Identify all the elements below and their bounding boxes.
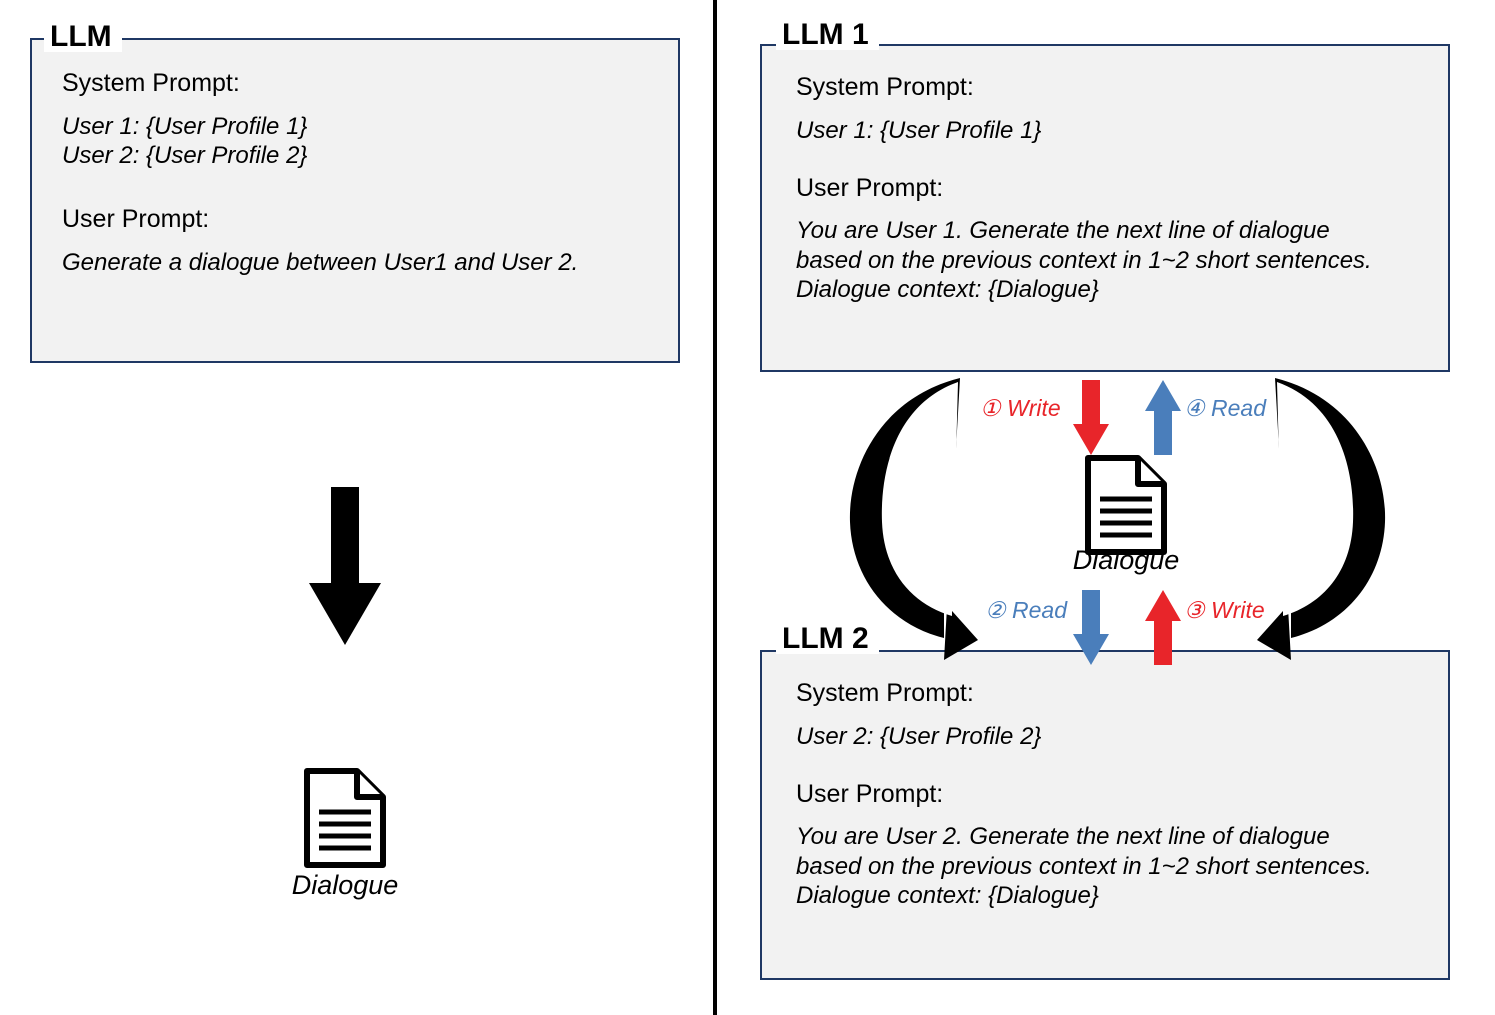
document-caption-cycle: Dialogue	[1072, 545, 1180, 575]
llm2-box-title: LLM 2	[776, 624, 879, 654]
llm-system-prompt-line-2: User 2: {User Profile 2}	[62, 141, 308, 169]
step-2-label: ② Read	[985, 597, 1067, 623]
llm-box-title: LLM	[44, 22, 122, 52]
llm2-user-prompt-line-2: based on the previous context in 1~2 short sentences.	[796, 852, 1372, 880]
llm1-user-prompt-label: User Prompt:	[796, 173, 944, 202]
down-arrow-icon	[305, 487, 385, 647]
step-1-label: ① Write	[980, 395, 1061, 421]
llm1-user-prompt-line-3: Dialogue context: {Dialogue}	[796, 275, 1099, 303]
step-4-label: ④ Read	[1184, 395, 1266, 421]
llm2-user-prompt-line-1: You are User 2. Generate the next line of dialogue	[796, 823, 1330, 851]
llm1-system-prompt-label: System Prompt:	[796, 73, 974, 101]
llm-system-prompt-line-1: User 1: {User Profile 1}	[62, 112, 308, 140]
llm1-user-prompt-line-2: based on the previous context in 1~2 short sentences.	[796, 246, 1372, 274]
llm2-system-prompt-line-1: User 2: {User Profile 2}	[796, 722, 1042, 750]
llm-user-prompt-line-1: Generate a dialogue between User1 and User 2.	[62, 248, 579, 276]
curved-arrow-right-icon	[1245, 372, 1395, 660]
down-arrow-red-write-icon	[1072, 380, 1110, 456]
curved-arrow-left-icon	[840, 372, 980, 660]
llm1-box-title: LLM 1	[776, 20, 879, 50]
llm-user-prompt-label: User Prompt:	[62, 205, 210, 234]
llm2-system-prompt-label: System Prompt:	[796, 679, 974, 707]
llm2-user-prompt-line-3: Dialogue context: {Dialogue}	[796, 881, 1099, 909]
panel-divider	[713, 0, 717, 1015]
up-arrow-red-write-icon	[1144, 590, 1182, 666]
document-icon	[303, 768, 387, 868]
llm-prompt-box	[30, 38, 680, 363]
llm1-user-prompt-line-1: You are User 1. Generate the next line of dialogue	[796, 217, 1330, 245]
llm-system-prompt-label: System Prompt:	[62, 69, 240, 97]
llm1-system-prompt-line-1: User 1: {User Profile 1}	[796, 116, 1042, 144]
down-arrow-blue-read-icon	[1072, 590, 1110, 666]
llm2-prompt-box	[760, 650, 1450, 980]
llm1-prompt-box	[760, 44, 1450, 372]
llm2-user-prompt-label: User Prompt:	[796, 779, 944, 808]
document-caption: Dialogue	[291, 870, 399, 900]
document-icon-cycle	[1084, 455, 1168, 555]
up-arrow-blue-read-icon	[1144, 380, 1182, 456]
step-3-label: ③ Write	[1184, 597, 1265, 623]
